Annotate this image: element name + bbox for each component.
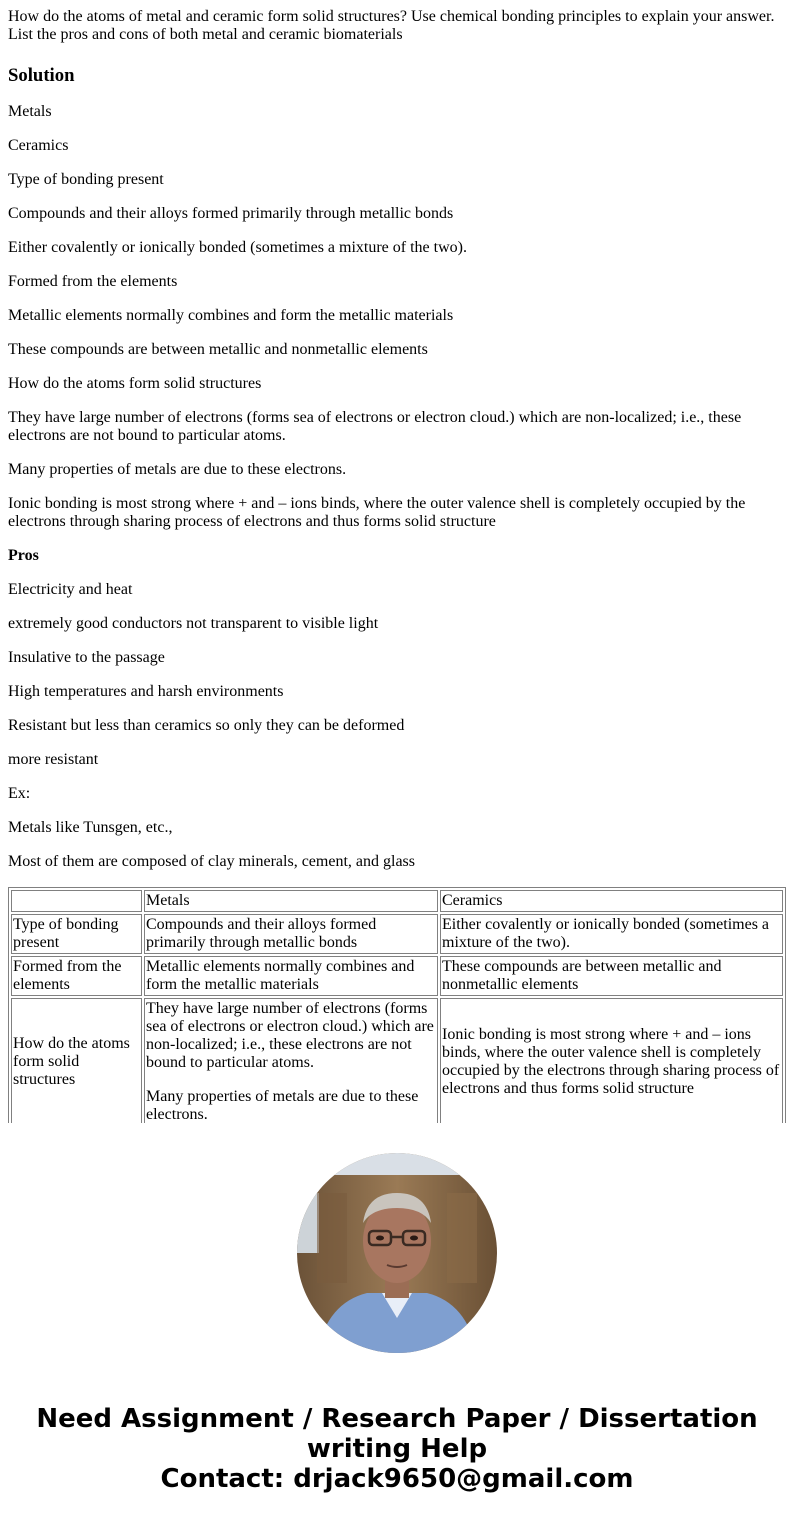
paragraph: High temperatures and harsh environments	[8, 683, 284, 700]
table-cell-metals-text: They have large number of electrons (forms sea of electrons or electron cloud.) which are non-localized; i.e., these electrons are not bound to particular atoms.	[146, 1000, 434, 1071]
table-header-cell: Ceramics	[440, 890, 783, 912]
comparison-table	[8, 887, 786, 1123]
paragraph: Ionic bonding is most strong where + and – ions binds, where the outer valence shell is completely occupied by the electrons through sharing process of electrons and thus forms solid structure	[8, 495, 746, 530]
paragraph: Ex:	[8, 785, 31, 802]
paragraph: Electricity and heat	[8, 581, 133, 598]
table-row	[11, 998, 783, 1123]
paragraph: Insulative to the passage	[8, 649, 165, 666]
question-text: How do the atoms of metal and ceramic form solid structures? Use chemical bonding principles to explain your answer. List the pros and cons of both metal and ceramic biomaterials	[8, 8, 775, 43]
table-cell-metals-text: Many properties of metals are due to these electrons.	[146, 1088, 419, 1123]
table-cell-metals	[144, 998, 438, 1123]
paragraph: They have large number of electrons (forms sea of electrons or electron cloud.) which are non-localized; i.e., these electrons are not bound to particular atoms.	[8, 409, 742, 444]
paragraph: extremely good conductors not transparent to visible light	[8, 615, 379, 632]
author-portrait-icon	[297, 1153, 497, 1353]
paragraph: Either covalently or ionically bonded (sometimes a mixture of the two).	[8, 239, 467, 256]
table-header-cell: Metals	[144, 890, 438, 912]
paragraph: How do the atoms form solid structures	[8, 375, 262, 392]
table-row-label: Type of bonding present	[11, 914, 142, 954]
document-body	[8, 8, 786, 870]
footer-line: writing Help	[306, 1434, 488, 1464]
paragraph: Type of bonding present	[8, 171, 164, 188]
author-avatar	[297, 1153, 497, 1353]
table-row-label: How do the atoms form solid structures	[11, 998, 142, 1123]
table-cell-ceramics: These compounds are between metallic and nonmetallic elements	[440, 956, 783, 996]
table-cell-ceramics: Either covalently or ionically bonded (sometimes a mixture of the two).	[440, 914, 783, 954]
paragraph: Resistant but less than ceramics so only they can be deformed	[8, 717, 405, 734]
footer-line: Need Assignment / Research Paper / Dissertation	[36, 1404, 758, 1434]
footer-contact: Contact: drjack9650@gmail.com	[160, 1464, 634, 1494]
paragraph: Many properties of metals are due to these electrons.	[8, 461, 347, 478]
table-cell-ceramics: Ionic bonding is most strong where + and – ions binds, where the outer valence shell is completely occupied by the electrons through sharing process of electrons and thus forms solid structure	[440, 998, 783, 1123]
paragraph: Ceramics	[8, 137, 69, 154]
paragraph: Formed from the elements	[8, 273, 178, 290]
table-cell-metals: Metallic elements normally combines and form the metallic materials	[144, 956, 438, 996]
table-row	[11, 956, 783, 996]
paragraph: Metallic elements normally combines and form the metallic materials	[8, 307, 454, 324]
table-row	[11, 914, 783, 954]
table-header-cell	[11, 890, 142, 912]
paragraph: Most of them are composed of clay minerals, cement, and glass	[8, 853, 415, 870]
paragraph: These compounds are between metallic and nonmetallic elements	[8, 341, 428, 358]
paragraph: Metals	[8, 103, 52, 120]
comparison-table-container	[8, 887, 786, 1123]
paragraph: Metals like Tunsgen, etc.,	[8, 819, 173, 836]
solution-heading: Solution	[8, 65, 75, 86]
table-header-row	[11, 890, 783, 912]
paragraph: more resistant	[8, 751, 99, 768]
table-row-label: Formed from the elements	[11, 956, 142, 996]
footer-banner	[0, 1404, 794, 1494]
pros-heading: Pros	[8, 547, 39, 564]
paragraph: Compounds and their alloys formed primarily through metallic bonds	[8, 205, 454, 222]
table-cell-metals: Compounds and their alloys formed primarily through metallic bonds	[144, 914, 438, 954]
